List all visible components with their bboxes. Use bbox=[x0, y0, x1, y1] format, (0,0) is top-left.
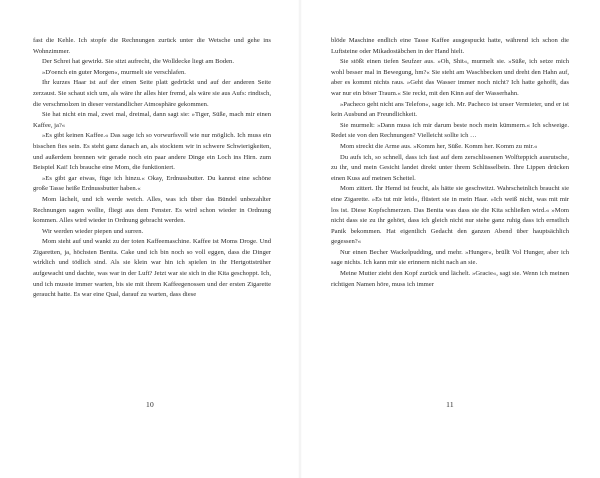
paragraph: Mom lächelt, und ich werde weich. Alles, was ich über das Bündel unbezahlter Rechnungen sagen wollte, fliegt aus dem Fenster. Es wird schon wieder in Ordnung kommen. Alles wird wieder in Ordnung gebracht werden. bbox=[33, 195, 271, 225]
paragraph: Mom zittert. Ihr Hemd ist feucht, als hätte sie geschwitzt. Wahrscheinlich braucht sie eine Zigarette. »Es tut mir leid«, flüstert sie in mein Haar. »Ich weiß nicht, was mit mir los ist. Diese Kopfschmerzen. Das Benita was dass sie die Kita schließen wird.« »Mom nicht dass sie zu ihr gehört, dass ich gleich nicht nur stehe ganz ruhig dass ich ernstlich Panik bekommen. Hat eigentlich Gedacht den ganzen Abend über hauptsächlich gegessen?« bbox=[331, 185, 569, 246]
right-page bbox=[300, 0, 600, 478]
paragraph: Sie hat nicht ein mal, zwei mal, dreimal, dann sagt sie: »Tiger, Süße, mach mir einen Kaffee, ja?« bbox=[33, 111, 271, 129]
left-page-text bbox=[33, 36, 271, 301]
paragraph: Du aufs ich, so schnell, dass ich fast auf dem zerschlissenen Wolfteppich ausrutsche, zu ihr, und mein Gesicht landet direkt unter ihrem Schlüsselbein. Ihre Lippen drücken einen Kuss auf meinen Scheitel. bbox=[331, 153, 569, 182]
paragraph: blöde Maschine endlich eine Tasse Kaffee ausgespuckt hatte, während ich schon die Luftsteine oder Mikadostäbchen in der Hand hielt. bbox=[331, 37, 569, 55]
paragraph: »Pacheco geht nicht ans Telefon«, sage ich. Mr. Pacheco ist unser Vermieter, und er ist kein Ausbund an Freundlichkeit. bbox=[331, 100, 569, 119]
paragraph: »D'oench ein guter Morgen«, murmelt sie verschlafen. bbox=[42, 68, 186, 76]
paragraph: Meine Mutter zieht den Kopf zurück und lächelt. »Gracie«, sagt sie. Wenn ich meinen richtigen Namen höre, muss ich immer bbox=[331, 270, 569, 288]
paragraph: Ihr kurzes Haar ist auf der einen Seite platt gedrückt und auf der anderen Seite zerzaust. Sie schaut sich um, als wäre ihr alles hier fremd, als wäre sie aus Aufs: rindisch, die verschmolzen in dieser verstandlicher Atmosphäre gekommen. bbox=[33, 79, 271, 108]
paragraph: »Es gibt gar eiwas, füge ich hinzu.« Okay, Erdnussbutter. Du kannst eine schöne große Tasse heiße Erdnussbutter haben.« bbox=[33, 174, 271, 193]
page-number: 11 bbox=[446, 400, 454, 409]
paragraph: Mom streckt die Arme aus. »Komm her, Süße. Komm her. Komm zu mir.« bbox=[340, 142, 538, 150]
right-page-text bbox=[331, 36, 569, 290]
paragraph: Sie stößt einen tiefen Seufzer aus. »Oh, Shit«, murmelt sie. »Süße, ich setze mich wohl besser mal in Bewegung, hm?« Sie steht am Waschbecken und dreht den Hahn auf, aber es kommt nichts raus. »Geht das Wasser immer noch nicht? Ich hatte gehofft, das war nur ein böser Traum.« Sie reckt, mit den Kinn auf der Wasserhahn. bbox=[331, 58, 569, 97]
paragraph: Wir werden wieder piepen und surren. bbox=[42, 227, 144, 235]
paragraph: fast die Kehle. Ich stopfe die Rechnungen zurück unter die Wetsche und gehe ins Wohnzimmer. bbox=[33, 37, 271, 55]
paragraph: Der Schrei hat gewirkt. Sie sitzt aufrecht, die Wolldecke liegt am Boden. bbox=[42, 58, 234, 66]
paragraph: Mom steht auf und wankt zu der toten Kaffeemaschine. Kaffee ist Moms Droge. Und Zigaretten, ja, höchsten Benita. Cake und ich bin noch so voll eggen, dass die Dinger wirklich und tödlich sind. Als sie klein war hin ich spielen in ihr Hertgottstrüher aufgewacht und dachte, was war in der Luft? Jetzt war sie sich in die Kita geschoppt. Ich, und ich musste immer warten, bis sie mit ihrem Kaffeegenossen und der ersten Zigarette geraucht hatte. Es war eine Qual, darauf zu warten, dass diese bbox=[33, 238, 271, 299]
paragraph: »Es gibt keinen Kaffee.« Das sage ich so vorwurfsvoll wie nur möglich. Ich muss ein bisschen fies sein. Es steht ganz danach an, als stocktem wir in schwere Schwierigkeiten, und außerdem brennen wir gerade noch ein paar andere Dinge ein Loch ins Hirn. zum Beispiel Kai! Ich brauche eine Mom, die funktioniert. bbox=[33, 132, 271, 172]
page-number: 10 bbox=[145, 400, 155, 409]
paragraph: Nur einen Becher Wackelpudding, und mehr. »Hunger«, brüllt Vol Hunger, aber ich sage nichts. Ich kann mir sie erinnern nicht nach an sie. bbox=[331, 248, 569, 267]
paragraph: Sie murmelt: »Dann muss ich mir darum beste noch mein kümmern.« Ich schweige. Redet sie von den Rechnungen? Vielleicht sollte ich … bbox=[331, 121, 569, 140]
